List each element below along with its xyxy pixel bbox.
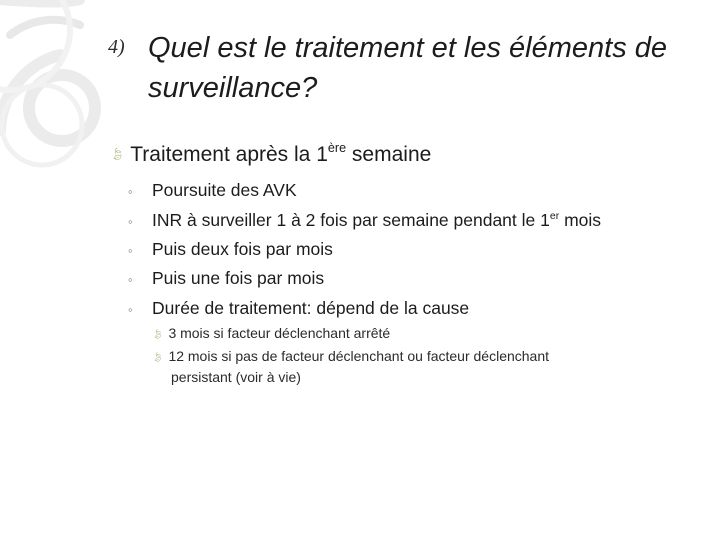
slide-number: 4) xyxy=(108,36,125,58)
circle-bullet-icon: ◦ xyxy=(128,184,133,199)
list-item-text: Durée de traitement: dépend de la cause xyxy=(152,298,470,318)
slide-title: Quel est le traitement et les éléments de surveillance? xyxy=(148,32,668,104)
list-item-text-end: mois xyxy=(559,210,602,230)
list-item-text: Puis deux fois par mois xyxy=(152,239,333,259)
leaf-bullet-icon: 🍃︎ xyxy=(152,329,164,339)
list-item xyxy=(128,239,333,260)
heading-item xyxy=(110,143,431,167)
list-item xyxy=(128,268,324,289)
sub-list-item xyxy=(152,324,632,345)
sub-list-item-text: 12 mois si pas de facteur déclenchant ou facteur déclenchant xyxy=(168,348,550,364)
sub-list-item-text: 3 mois si facteur déclenchant arrêté xyxy=(168,325,391,341)
circle-bullet-icon: ◦ xyxy=(128,272,133,287)
leaf-bullet-icon: 🍃︎ xyxy=(110,147,126,161)
sub-list-item-continuation: persistant (voir à vie) xyxy=(171,369,301,385)
list-item xyxy=(128,180,297,201)
circle-bullet-icon: ◦ xyxy=(128,214,133,229)
list-item-text: Poursuite des AVK xyxy=(152,180,297,200)
heading-text: Traitement après la 1 xyxy=(130,143,328,166)
leaf-bullet-icon: 🍃︎ xyxy=(152,352,164,362)
list-item-text: Puis une fois par mois xyxy=(152,268,325,288)
circle-bullet-icon: ◦ xyxy=(128,243,133,258)
heading-superscript: ère xyxy=(327,141,347,156)
sub-list-item xyxy=(152,347,632,387)
list-item xyxy=(128,210,601,231)
circle-bullet-icon: ◦ xyxy=(128,302,133,317)
list-item xyxy=(128,298,469,319)
heading-text-end: semaine xyxy=(346,143,432,166)
list-item-superscript: er xyxy=(549,209,560,222)
list-item-text: INR à surveiller 1 à 2 fois par semaine pendant le 1 xyxy=(152,210,550,230)
